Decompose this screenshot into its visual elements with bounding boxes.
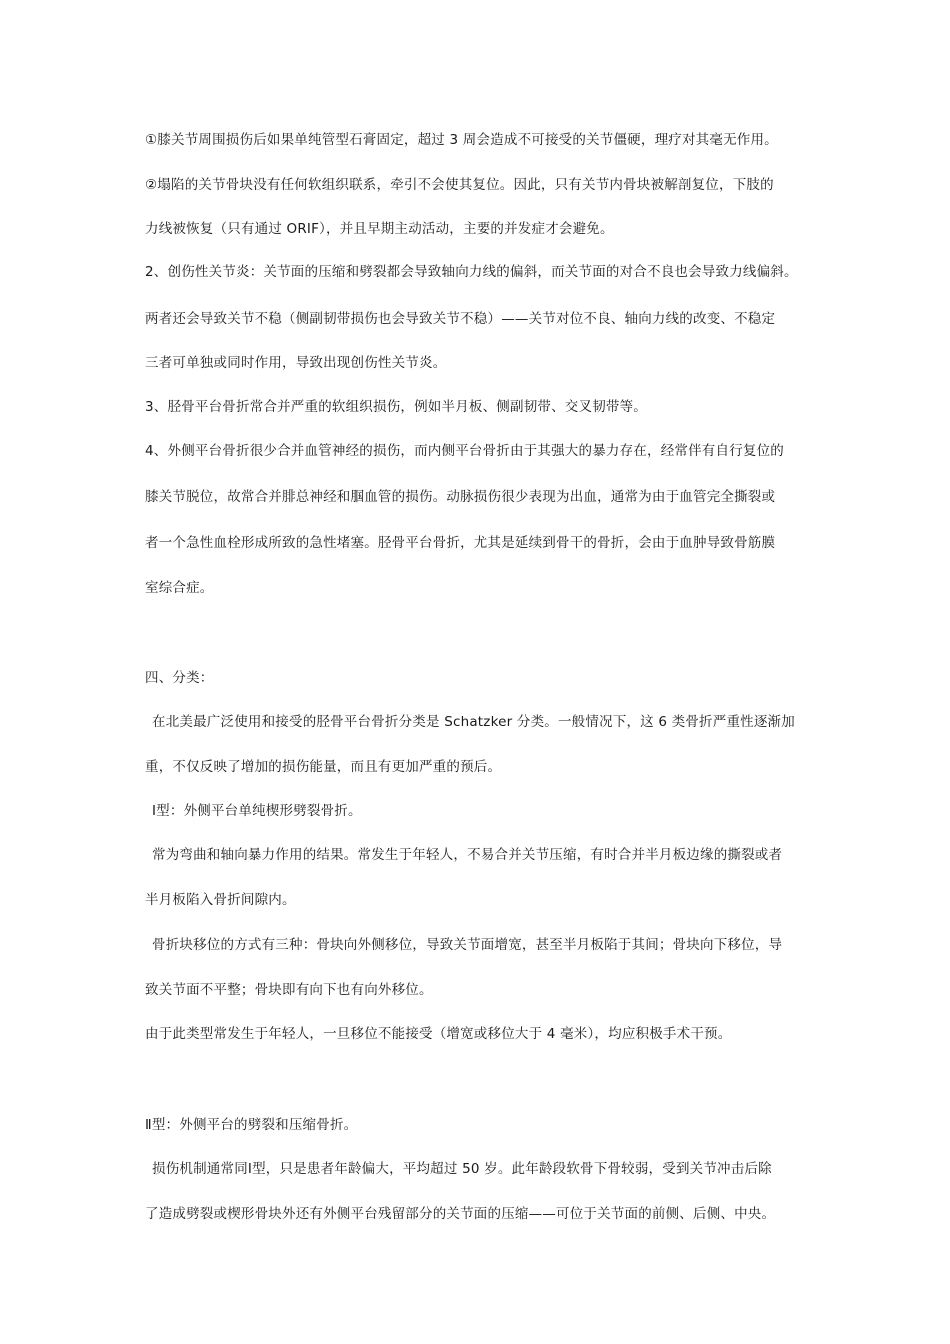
paragraph-line: 重，不仅反映了增加的损伤能量，而且有更加严重的预后。 xyxy=(145,759,502,775)
paragraph-line: 膝关节脱位，故常合并腓总神经和腘血管的损伤。动脉损伤很少表现为出血，通常为由于血管完全撕裂或 xyxy=(145,489,776,505)
paragraph-line: 在北美最广泛使用和接受的胫骨平台骨折分类是 Schatzker 分类。一般情况下，这 6 类骨折严重性逐渐加 xyxy=(152,714,795,730)
paragraph-line: 损伤机制通常同Ⅰ型，只是患者年龄偏大，平均超过 50 岁。此年龄段软骨下骨较弱，受到关节冲击后除 xyxy=(152,1161,772,1177)
paragraph-line: 3、胫骨平台骨折常合并严重的软组织损伤，例如半月板、侧副韧带、交叉韧带等。 xyxy=(145,399,647,415)
paragraph-line: 室综合症。 xyxy=(145,580,214,596)
paragraph-line: 了造成劈裂或楔形骨块外还有外侧平台残留部分的关节面的压缩——可位于关节面的前侧、后侧、中央。 xyxy=(145,1206,776,1222)
paragraph-line: ①膝关节周围损伤后如果单纯管型石膏固定，超过 3 周会造成不可接受的关节僵硬，理疗对其毫无作用。 xyxy=(145,132,778,148)
paragraph-line: 力线被恢复（只有通过 ORIF），并且早期主动活动，主要的并发症才会避免。 xyxy=(145,221,614,237)
section-heading: 四、分类： xyxy=(145,670,214,686)
paragraph-line: 4、外侧平台骨折很少合并血管神经的损伤，而内侧平台骨折由于其强大的暴力存在，经常伴有自行复位的 xyxy=(145,443,784,459)
paragraph-line: 者一个急性血栓形成所致的急性堵塞。胫骨平台骨折，尤其是延续到骨干的骨折，会由于血肿导致骨筋膜 xyxy=(145,535,776,551)
paragraph-line: 半月板陷入骨折间隙内。 xyxy=(145,892,296,908)
paragraph-line: 常为弯曲和轴向暴力作用的结果。常发生于年轻人，不易合并关节压缩，有时合并半月板边缘的撕裂或者 xyxy=(152,847,783,863)
paragraph-line: 两者还会导致关节不稳（侧副韧带损伤也会导致关节不稳）——关节对位不良、轴向力线的改变、不稳定 xyxy=(145,311,776,327)
paragraph-line: 骨折块移位的方式有三种：骨块向外侧移位，导致关节面增宽，甚至半月板陷于其间；骨块向下移位，导 xyxy=(152,937,783,953)
paragraph-line: 三者可单独或同时作用，导致出现创伤性关节炎。 xyxy=(145,355,447,371)
type-heading: Ⅰ型：外侧平台单纯楔形劈裂骨折。 xyxy=(152,803,362,819)
paragraph-line: 由于此类型常发生于年轻人，一旦移位不能接受（增宽或移位大于 4 毫米），均应积极手术干预。 xyxy=(145,1026,732,1042)
paragraph-line: 2、创伤性关节炎：关节面的压缩和劈裂都会导致轴向力线的偏斜，而关节面的对合不良也会导致力线偏斜。 xyxy=(145,264,798,280)
type-heading: Ⅱ型：外侧平台的劈裂和压缩骨折。 xyxy=(145,1117,358,1133)
paragraph-line: 致关节面不平整；骨块即有向下也有向外移位。 xyxy=(145,982,433,998)
paragraph-line: ②塌陷的关节骨块没有任何软组织联系，牵引不会使其复位。因此，只有关节内骨块被解剖复位，下肢的 xyxy=(145,177,774,193)
